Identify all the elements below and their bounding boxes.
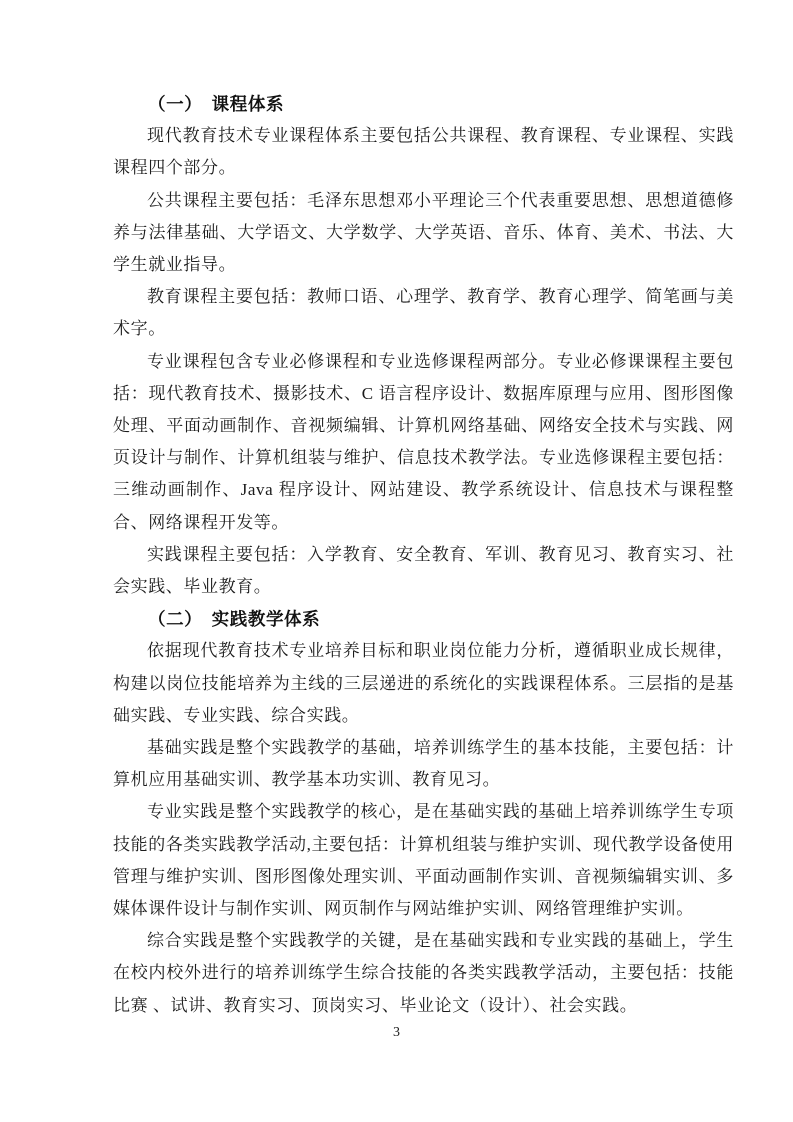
paragraph-major-courses: 专业课程包含专业必修课程和专业选修课程两部分。专业必修课课程主要包括：现代教育技术、摄影技术、C 语言程序设计、数据库原理与应用、图形图像处理、平面动画制作、音视频编辑、计算机网络基础、网络安全技术与实践、网页设计与制作、计算机组装与维护、信息技术教学法。专业选修课程主要包括：三维动画制作、Java 程序设计、网站建设、教学系统设计、信息技术与课程整合、网络课程开发等。 — [113, 351, 734, 532]
document-content — [113, 88, 734, 1022]
section-heading-curriculum-system: （一） 课程体系 — [148, 94, 285, 114]
paragraph-practice-system-overview: 依据现代教育技术专业培养目标和职业岗位能力分析，遵循职业成长规律，构建以岗位技能培养为主线的三层递进的系统化的实践课程体系。三层指的是基础实践、专业实践、综合实践。 — [113, 641, 734, 725]
paragraph-basic-practice: 基础实践是整个实践教学的基础，培养训练学生的基本技能，主要包括：计算机应用基础实训、教学基本功实训、教育见习。 — [113, 738, 734, 790]
section-heading-practice-teaching-system: （二） 实践教学体系 — [148, 609, 321, 630]
paragraph-curriculum-overview: 现代教育技术专业课程体系主要包括公共课程、教育课程、专业课程、实践课程四个部分。 — [113, 126, 734, 178]
paragraph-public-courses: 公共课程主要包括：毛泽东思想邓小平理论三个代表重要思想、思想道德修养与法律基础、大学语文、大学数学、大学英语、音乐、体育、美术、书法、大学生就业指导。 — [113, 190, 734, 275]
paragraph-professional-practice: 专业实践是整个实践教学的核心，是在基础实践的基础上培养训练学生专项技能的各类实践教学活动,主要包括：计算机组装与维护实训、现代教学设备使用管理与维护实训、图形图像处理实训、平面动画制作实训、音视频编辑实训、多媒体课件设计与制作实训、网页制作与网站维护实训、网络管理维护实训。 — [113, 802, 734, 919]
paragraph-practice-courses: 实践课程主要包括：入学教育、安全教育、军训、教育见习、教育实习、社会实践、毕业教育。 — [113, 544, 734, 597]
page-number: 3 — [393, 1025, 400, 1040]
paragraph-education-courses: 教育课程主要包括：教师口语、心理学、教育学、教育心理学、简笔画与美术字。 — [113, 287, 734, 339]
paragraph-comprehensive-practice: 综合实践是整个实践教学的关键，是在基础实践和专业实践的基础上，学生在校内校外进行的培养训练学生综合技能的各类实践教学活动，主要包括：技能比赛 、试讲、教育实习、顶岗实习、毕业论文（设计）、社会实践。 — [113, 931, 734, 1015]
